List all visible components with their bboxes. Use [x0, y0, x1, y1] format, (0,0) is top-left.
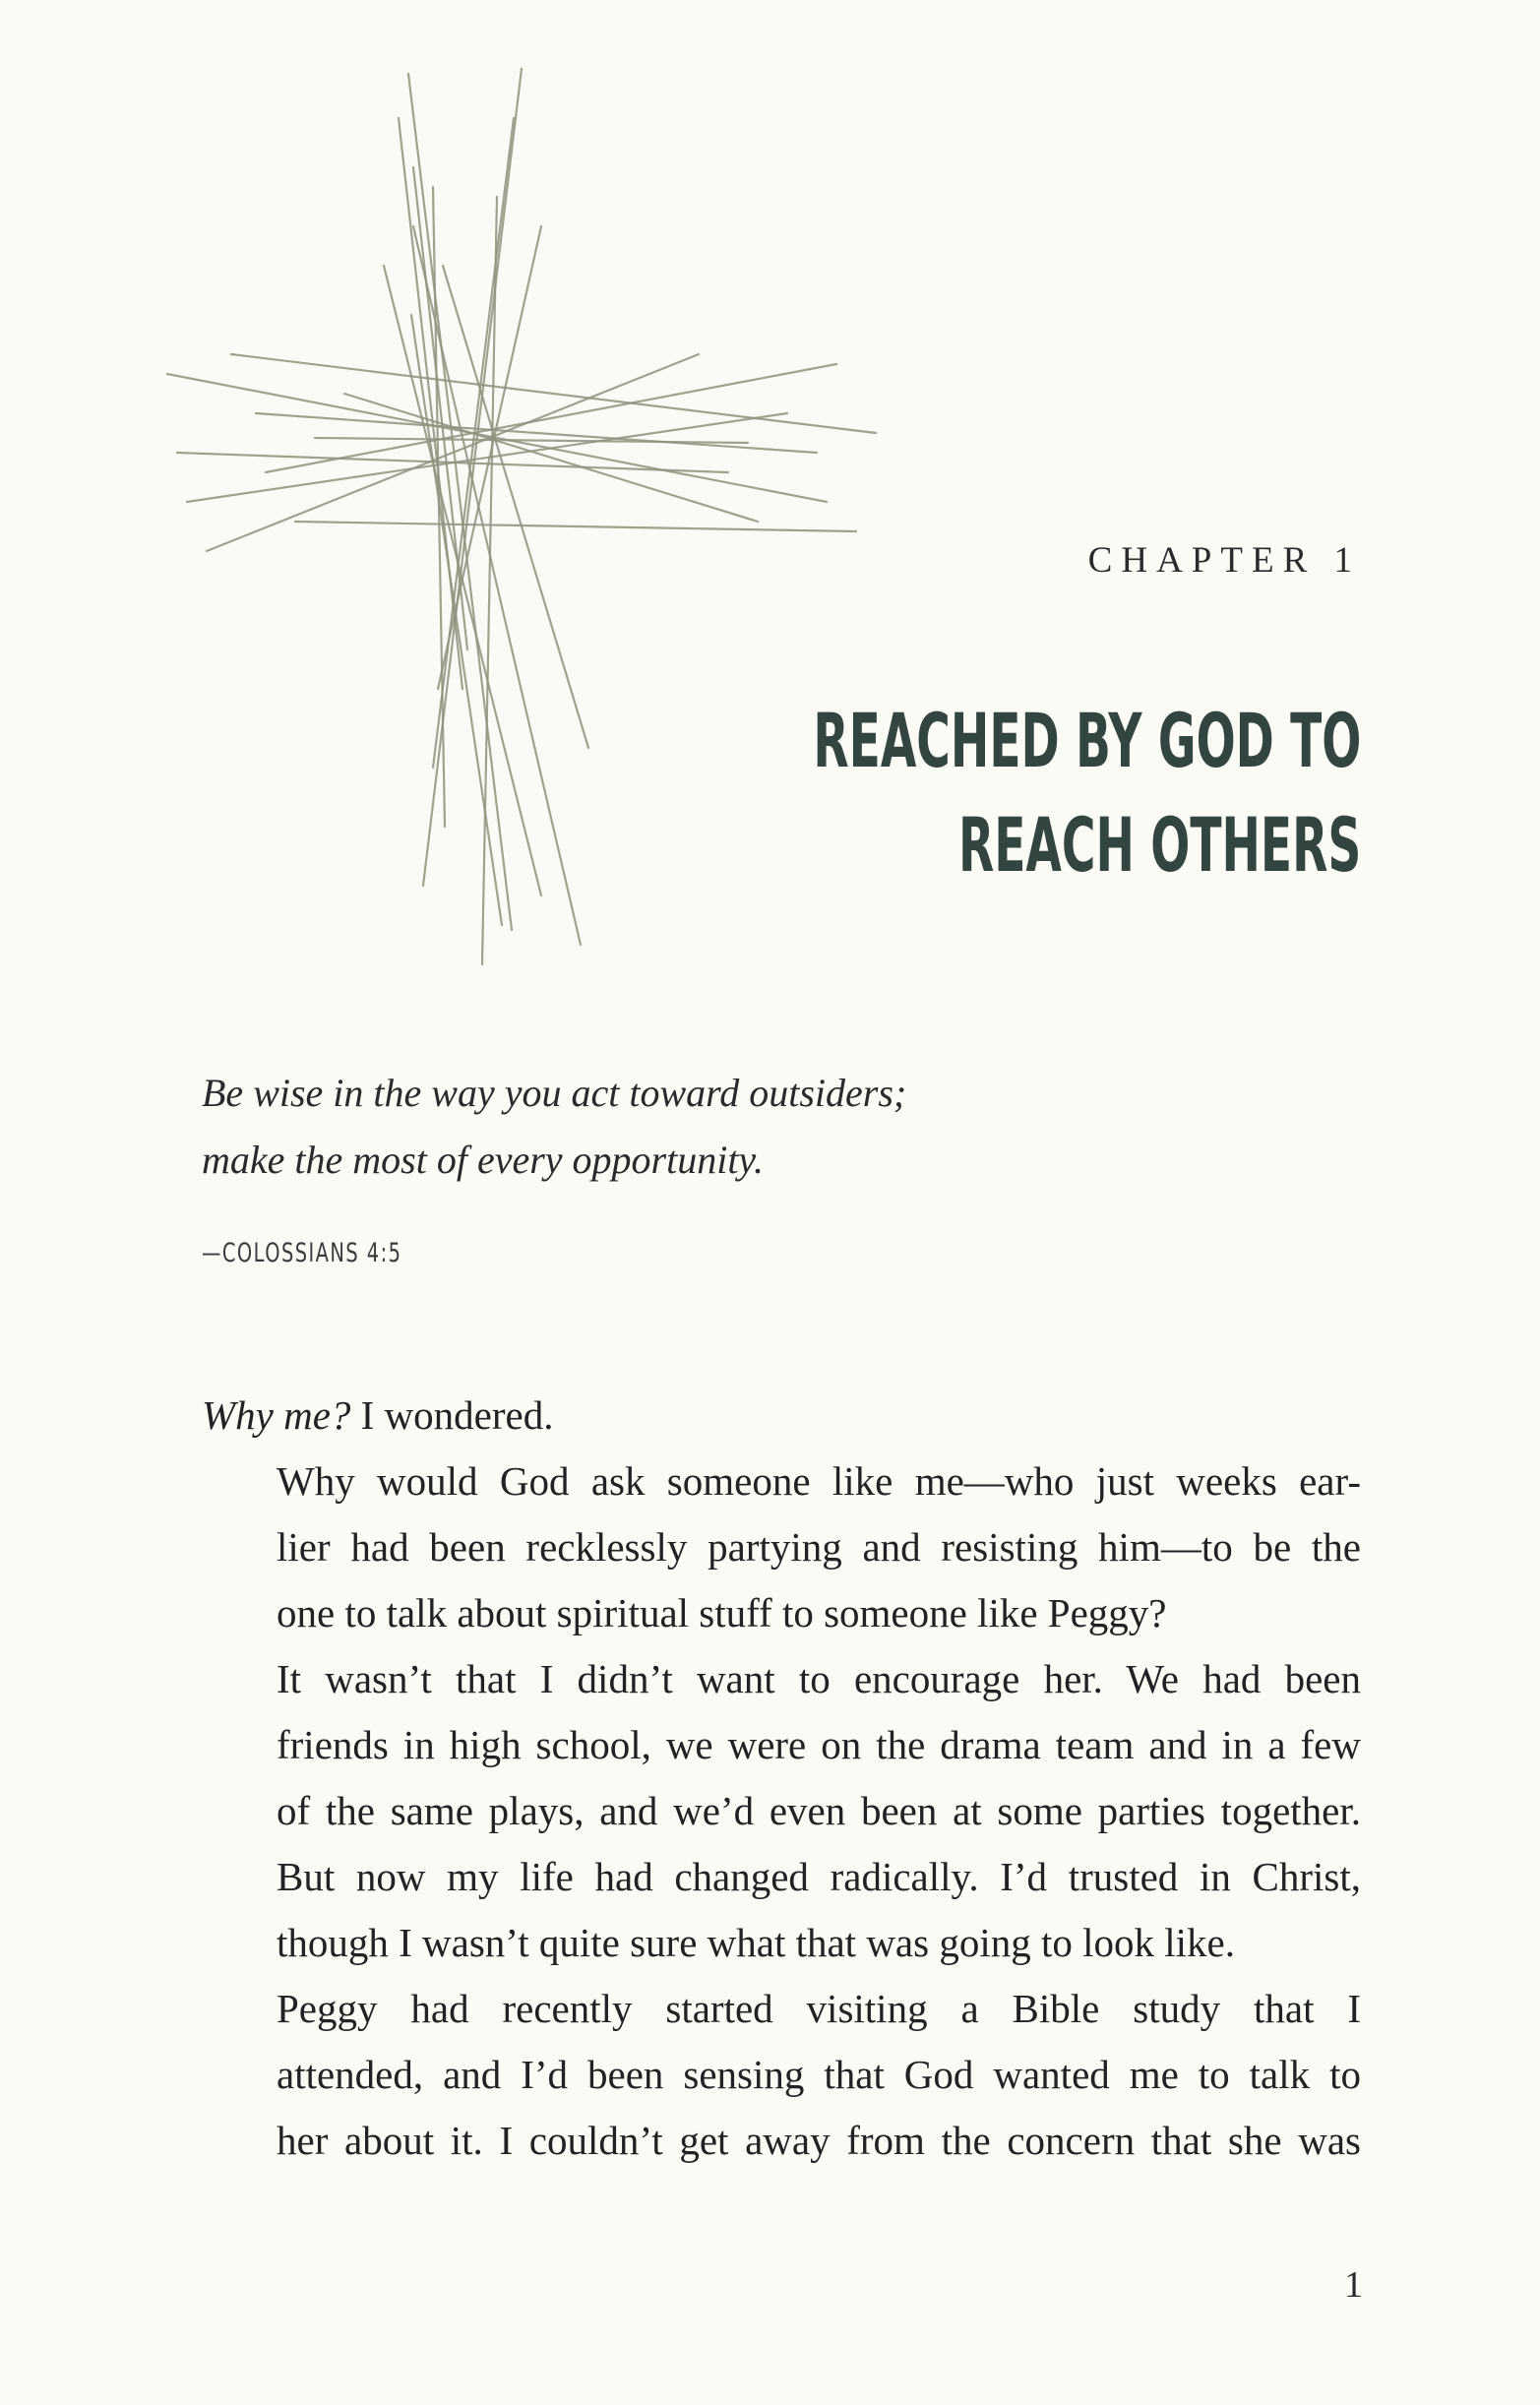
text-line: of the same plays, and we’d even been at some parties together.: [277, 1788, 1361, 1833]
opening-italic-question: Why me?: [202, 1392, 351, 1438]
page-number: 1: [1344, 2264, 1363, 2306]
body-text: [202, 1383, 1361, 2174]
text-line: But now my life had changed radically. I’d trusted in Christ,: [277, 1854, 1361, 1899]
epigraph-quote: [202, 1060, 906, 1194]
text-line: her about it. I couldn’t get away from the concern that she was: [277, 2118, 1361, 2163]
opening-rest: I wondered.: [350, 1392, 554, 1438]
paragraph: [202, 1646, 1361, 1976]
text-line: Peggy had recently started visiting a Bible study that I: [277, 1986, 1361, 2031]
paragraph: [202, 1976, 1361, 2174]
text-line: lier had been recklessly partying and resisting him—to be the: [277, 1524, 1361, 1570]
cross-starburst-ornament: [148, 59, 895, 1023]
text-line: friends in high school, we were on the drama team and in a few: [277, 1722, 1361, 1767]
text-line: one to talk about spiritual stuff to someone like Peggy?: [277, 1590, 1167, 1635]
text-line: Why would God ask someone like me—who just weeks ear-: [277, 1458, 1361, 1504]
chapter-title-line: REACH OTHERS: [957, 801, 1361, 889]
cross-horizontal-rays: [167, 354, 876, 551]
opening-paragraph: [202, 1383, 1361, 1449]
chapter-label: CHAPTER 1: [1087, 540, 1361, 581]
chapter-title-line: REACHED BY GOD TO: [813, 697, 1361, 784]
epigraph-line: Be wise in the way you act toward outsiders;: [202, 1071, 907, 1115]
epigraph-citation: —COLOSSIANS 4:5: [202, 1238, 402, 1268]
text-line: attended, and I’d been sensing that God wanted me to talk to: [277, 2052, 1361, 2097]
text-line: It wasn’t that I didn’t want to encourage her. We had been: [277, 1656, 1361, 1701]
epigraph-line: make the most of every opportunity.: [202, 1138, 764, 1182]
cross-vertical-rays: [384, 69, 588, 964]
text-line: though I wasn’t quite sure what that was going to look like.: [277, 1920, 1235, 1965]
chapter-title: [813, 689, 1361, 897]
paragraph: [202, 1449, 1361, 1646]
